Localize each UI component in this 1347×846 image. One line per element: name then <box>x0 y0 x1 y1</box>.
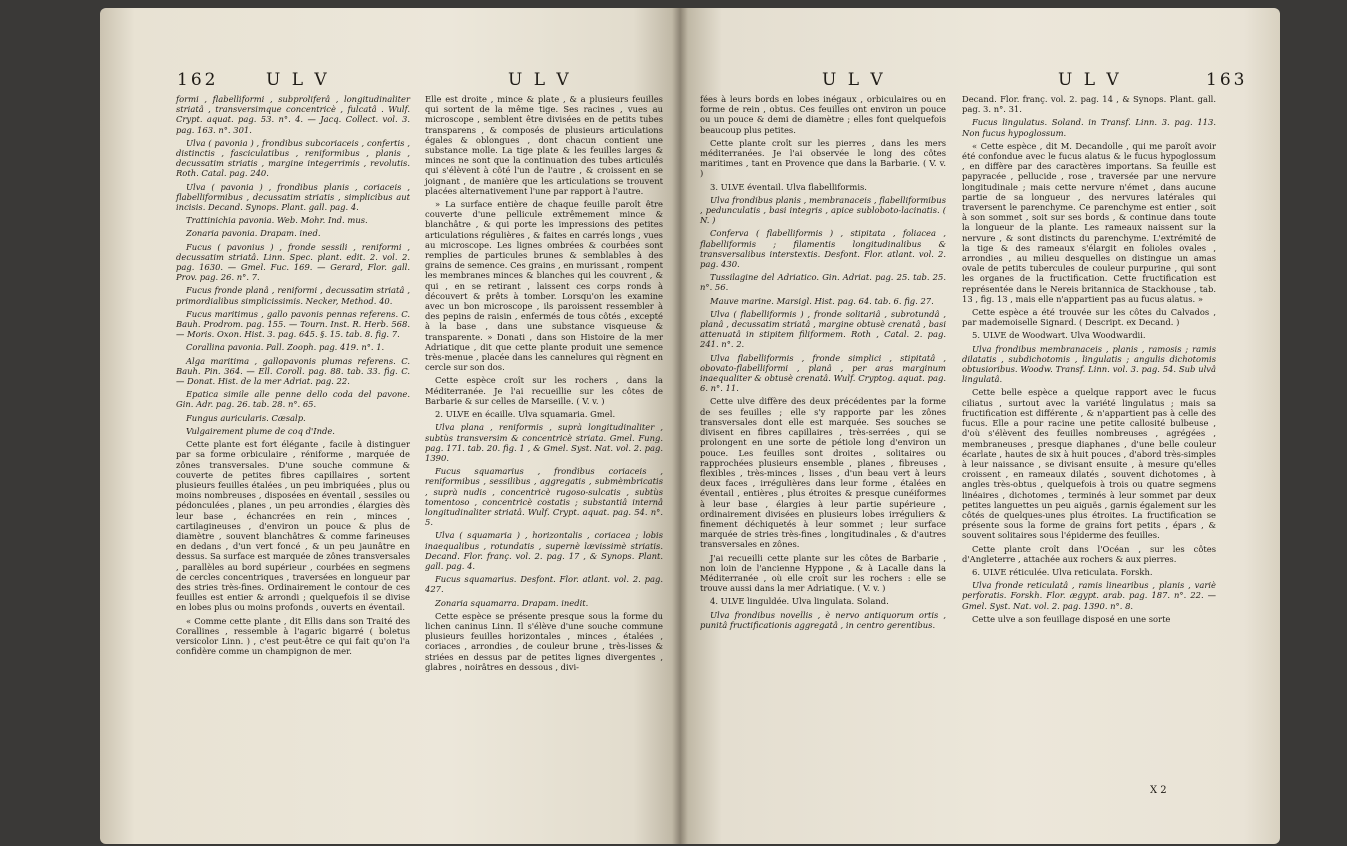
paragraph: Ulva ( pavonia ) , frondibus subcoriaceis , confertis , distinctis , fasciculatibus , reniformibus , planis , decussatim striatis , margine integerrimis , revolutis. Roth. Catal. pag. 240. <box>176 137 410 179</box>
right-page <box>680 8 1280 844</box>
running-head-right-2: U L V <box>1058 70 1122 90</box>
paragraph: formi , flabelliformi , subproliferâ , longitudinaliter striatâ , transversimque concentricè , fulcatâ . Wulf. Crypt. aquat. pag. 53. n°. 4. — Jacq. Collect. vol. 3. pag. 163. n°. 301. <box>176 94 410 135</box>
paragraph: Fucus squamarius. Desfont. Flor. atlant. vol. 2. pag. 427. <box>425 574 663 595</box>
running-head-left-2: U L V <box>508 70 572 90</box>
paragraph: Cette plante croît dans l'Océan , sur les côtes d'Angleterre , attachée aux rochers & aux pierres. <box>962 543 1216 564</box>
paragraph: » La surface entière de chaque feuille paroît être couverte d'une pellicule extrêmement mince & blanchâtre , & qui porte les impressions des petites articulations régulières , & faites en carrés longs , vues au microscope. Les lignes ombrées & courbées sont remplies de particules brunes & semblables à des grains de semence. Ces grains , en murissant , rompent les membranes minces & blanches qui les couvrent , & qui , en se retirant , laissent ces corps ronds à découvert & prêts à tomber. Lorsqu'on les examine avec un bon microscope , ils paroissent ressembler à des pepins de raisin , enfermés de tous côtés , excepté à la base , dans une substance visqueuse & transparente. » Donati , dans son Histoire de la mer Adriatique , dit que cette plante produit une semence très-menue , placée dans les cannelures qui règnent en cercle sur son dos. <box>425 199 663 373</box>
right-page-column-1 <box>700 94 946 633</box>
paragraph: Zonaria squamarra. Drapam. inedit. <box>435 597 589 608</box>
paragraph: Fungus auricularis. Cæsalp. <box>186 412 306 423</box>
paragraph: « Cette espèce , dit M. Decandolle , qui me paroît avoir été confondue avec le fucus alatus & le fucus hypoglossum , en diffère par des caractères importans. Sa feuille est papyracée , pellucide , rose , traversée par une nervure longitudinale ; mais cette nervure n'émet , dans aucune partie de sa longueur , des nervures latérales qui traversent le parenchyme. Ce parenchyme est entier , soit à son sommet , soit sur ses bords , & continue dans toute la longueur de la plante. Les rameaux naissent sur la nervure , & sont distincts du parenchyme. L'extrémité de la tige & des rameaux s'élargit en folioles ovales , arrondies , au milieu desquelles on distingue un amas ovale de petits tubercules de couleur purpurine , qui sont les organes de la fructification. Cette fructification est représentée dans le Nereis britannica de Stackhouse , tab. 13 , fig. 13 , mais elle n'appartient pas au fucus alatus. » <box>962 140 1216 304</box>
paragraph: Fucus maritimus , gallo pavonis pennas referens. C. Bauh. Prodrom. pag. 155. — Tourn. Inst. R. Herb. 568. — Moris. Oxon. Hist. 3. pag. 645. §. 15. tab. 8. fig. 7. <box>176 308 410 340</box>
paragraph: Vulgairement plume de coq d'Inde. <box>186 425 335 436</box>
paragraph: Cette espèce croît sur les rochers , dans la Méditerranée. Je l'ai recueillie sur les côtes de Barbarie & sur celles de Marseille. ( V. v. ) <box>425 375 663 406</box>
paragraph: Tussilagine del Adriatico. Gin. Adriat. pag. 25. tab. 25. n°. 56. <box>700 272 946 293</box>
paragraph: Ulva flabelliformis , fronde simplici , stipitatâ , obovato-flabelliformi , planâ , per aras marginum inaequaliter & obtusè crenatâ. Wulf. Cryptog. aquat. pag. 6. n°. 11. <box>700 352 946 394</box>
paragraph: « Comme cette plante , dit Ellis dans son Traité des Corallines , ressemble à l'agaric bigarré ( boletus versicolor Linn. ) , c'est peut-être ce qui fait qu'on l'a confidère comme un champignon de mer. <box>176 615 410 657</box>
paragraph: Fucus ( pavonius ) , fronde sessili , reniformi , decussatim striatâ. Linn. Spec. plant. edit. 2. vol. 2. pag. 1630. — Gmel. Fuc. 169. — Gerard, Flor. gall. Prov. pag. 26. n°. 7. <box>176 241 410 283</box>
paragraph: fées à leurs bords en lobes inégaux , orbiculaires ou en forme de rein , obtus. Ces feuilles ont environ un pouce ou un pouce & demi de diamètre ; elles font quelquefois beaucoup plus petites. <box>700 94 946 135</box>
paragraph: Ulva ( pavonia ) , frondibus planis , coriaceis , flabelliformibus , decussatim striatis , simplicibus aut incisis. Decand. Synops. Plant. gall. pag. 4. <box>176 181 410 213</box>
entry-heading: 6. ULVE réticulée. Ulva reticulata. Forskh. <box>972 566 1153 577</box>
paragraph: Cette espèce se présente presque sous la forme du lichen caninus Linn. Il s'élève d'une souche commune plusieurs feuilles horizontales , minces , étalées , coriaces , arrondies , de couleur brune , très-lisses & striées en dessus par de petites lignes divergentes , glabres , noirâtres en dessous , divi- <box>425 610 663 672</box>
running-head-left-1: U L V <box>266 70 330 90</box>
left-page-column-1 <box>176 94 410 659</box>
entry-heading: 4. ULVE linguldée. Ulva lingulata. Soland. <box>710 596 889 607</box>
paragraph: Ulva ( flabelliformis ) , fronde solitariâ , subrotundâ , planâ , decussatim striatâ , margine obtusè crenatâ , basi attenuatâ in stipitem filiformem. Roth , Catal. 2. pag. 241. n°. 2. <box>700 308 946 350</box>
paragraph: Ulva frondibus novellis , è nervo antiquorum ortis , punitâ fructificationis aggregatâ , in centro gerentibus. <box>700 609 946 630</box>
entry-heading: 3. ULVE éventail. Ulva flabelliformis. <box>710 181 867 192</box>
page-number-left: 162 <box>177 70 219 90</box>
paragraph: Fucus squamarius , frondibus coriaceis , reniformibus , sessilibus , aggregatis , submèmbricatis , suprà nudis , concentricè rugoso-sulcatis , subtùs tomentoso , concentricè costatis ; substantiâ internâ longitudinaliter striatâ. Wulf. Crypt. aquat. pag. 54. n°. 5. <box>425 466 663 528</box>
right-page-column-2 <box>962 94 1216 627</box>
left-page-column-2 <box>425 94 663 675</box>
paragraph: Cette plante croît sur les pierres , dans les mers méditerranées. Je l'ai observée le long des côtes maritimes , tant en Provence que dans la Barbarie. ( V. v. ) <box>700 137 946 179</box>
paragraph: Conferva ( flabelliformis ) , stipitata , foliacea , flabelliformis ; filamentis longitudinalibus & transversalibus interstextis. Desfont. Flor. atlant. vol. 2. pag. 430. <box>700 228 946 270</box>
paragraph: Alga maritima , gallopavonis plumas referens. C. Bauh. Pin. 364. — Ell. Coroll. pag. 88. tab. 33. fig. C. — Donat. Hist. de la mer Adriat. pag. 22. <box>176 355 410 387</box>
paragraph: Ulva frondibus membranaceis , planis , ramosis ; ramis dilatatis , subdichotomis , lingulatis ; angulis dichotomis obtusioribus. Woodw. Transf. Linn. vol. 3. pag. 54. Sub ulvâ lingulatâ. <box>962 343 1216 385</box>
page-number-right: 163 <box>1206 70 1248 90</box>
paragraph: Fucus lingulatus. Soland. in Transf. Linn. 3. pag. 113. Non fucus hypoglossum. <box>962 117 1216 138</box>
paragraph: Fucus fronde planâ , reniformi , decussatim striatâ , primordialibus simplicissimis. Necker, Method. 40. <box>176 285 410 306</box>
paragraph: Cette ulve a son feuillage disposé en une sorte <box>972 613 1171 624</box>
paragraph: J'ai recueilli cette plante sur les côtes de Barbarie , non loin de l'ancienne Hyppone , & à Lacalle dans la Méditerranée , où elle croît sur les rochers : elle se trouve aussi dans la mer Adriatique. ( V. v. ) <box>700 552 946 594</box>
paragraph: Decand. Flor. franç. vol. 2. pag. 14 , & Synops. Plant. gall. pag. 3. n°. 31. <box>962 94 1216 115</box>
paragraph: Corallina pavonia. Pall. Zooph. pag. 419. n°. 1. <box>186 342 385 353</box>
paragraph: Ulva frondibus planis , membranaceis , flabelliformibus , pedunculatis , basi integris , apice subloboto-lacinatis. ( N. ) <box>700 194 946 226</box>
paragraph: Mauve marine. Marsigl. Hist. pag. 64. tab. 6. fig. 27. <box>710 295 934 306</box>
paragraph: Ulva fronde reticulatâ , ramis linearibus , planis , variè perforatis. Forskh. Flor. ægypt. arab. pag. 187. n°. 22. — Gmel. Syst. Nat. vol. 2. pag. 1390. n°. 8. <box>962 580 1216 611</box>
paragraph: Cette espèce a été trouvée sur les côtes du Calvados , par mademoiselle Signard. ( Descript. ex Decand. ) <box>962 307 1216 328</box>
left-page <box>100 8 680 844</box>
signature-mark: X 2 <box>1150 785 1167 796</box>
paragraph: Cette ulve diffère des deux précédentes par la forme de ses feuilles ; elle s'y rapporte par les zônes transversales dont elle est marquée. Ses souches se divisent en fibres capillaires , très-serrées , qui se prolongent en une sorte de pétiole long d'environ un pouce. Les feuilles sont droites , solitaires ou rapprochées plusieurs ensemble , planes , fibreuses , flexibles , très-minces , lisses , d'un beau vert à leurs deux faces , irrégulières dans leur forme , étalées en éventail , entières , plus étroites & presque cunéiformes à leur base , élargies à leur partie supérieure , ordinairement divisées en plusieurs lobes irréguliers & finement déchiquetés à leur sommet ; leur surface marquée de stries très-fines , longitudinales , & d'autres transversales en zônes. <box>700 396 946 550</box>
paragraph: Zonaria pavonia. Drapam. ined. <box>186 228 321 239</box>
paragraph: Epatica simile alle penne dello coda del pavone. Gin. Adr. pag. 26. tab. 28. n°. 65. <box>176 389 410 410</box>
running-head-right-1: U L V <box>822 70 886 90</box>
book-spine <box>672 8 688 844</box>
paragraph: Cette plante est fort élégante , facile à distinguer par sa forme orbiculaire , réniforme , marquée de zônes transversales. D'une souche commune & couverte de petites fibres capillaires , sortent plusieurs feuilles étalées , un peu imbriquées , plus ou moins nombreuses , disposées en éventail , sessiles ou pédonculées , planes , un peu arrondies , élargies dès leur base , échancrées en rein , minces , cartilagineuses , d'environ un pouce & plus de diamètre , souvent blanchâtres & comme farineuses en dedans , d'un vert foncé , & un peu jaunâtre en dessus. Sa surface est marquée de zônes transversales , parallèles au bord supérieur , courbées en segmens de cercles concentriques , traversées en longueur par des stries très-fines. Ordinairement le contour de ces feuilles est entier & arrondi ; quelquefois il se divise en lobes plus ou moins profonds , ouverts en éventail. <box>176 439 410 613</box>
paragraph: Cette belle espèce a quelque rapport avec le fucus ciliatus , surtout avec la variété lingulatus ; mais sa fructification est différente , & n'appartient pas à celle des fucus. Elle a pour racine une petite callosité bulbeuse , d'où s'élèvent des feuilles nombreuses , agrégées , membraneuses , presque diaphanes , d'une belle couleur écarlate , hautes de six à huit pouces , d'abord très-simples à leur naissance , se divisant ensuite , à mesure qu'elles croissent , en rameaux dilatés , souvent dichotomes , à angles très-obtus , quelquefois à trois ou quatre segmens linéaires , dichotomes , terminés à leur sommet par deux petites languettes un peu aiguës , garnis également sur les côtés de quelques-unes plus étroites. La fructification se présente sous la forme de grains fort petits , épars , & souvent solitaires sous l'épiderme des feuilles. <box>962 387 1216 541</box>
entry-heading: 5. ULVE de Woodwart. Ulva Woodwardii. <box>972 330 1146 341</box>
paragraph: Ulva plana , reniformis , suprà longitudinaliter , subtùs transversim & concentricè striata. Gmel. Fung. pag. 171. tab. 20. fig. 1 , & Gmel. Syst. Nat. vol. 2. pag. 1390. <box>425 422 663 463</box>
paragraph: Elle est droite , mince & plate , & a plusieurs feuilles qui sortent de la même tige. Ses racines , vues au microscope , semblent être divisées en de petits tubes transparens , & composés de plusieurs articulations égales & oblongues , dont chacun contient une substance molle. La tige plate & les feuilles larges & minces ne sont que la continuation des tubes articulés qui s'élèvent à côté l'un de l'autre , & croissent en se joignant , de manière que les articulations se trouvent placées alternativement l'une par rapport à l'autre. <box>425 94 663 196</box>
entry-heading: 2. ULVE en écaille. Ulva squamaria. Gmel. <box>435 409 616 420</box>
paragraph: Trattinichia pavonia. Web. Mohr. Ind. mus. <box>186 215 368 226</box>
paragraph: Ulva ( squamaria ) , horizontalis , coriacea ; lobis inaequalibus , rotundatis , supernè lævissimè striatis. Decand. Flor. franç. vol. 2. pag. 17 , & Synops. Plant. gall. pag. 4. <box>425 530 663 571</box>
